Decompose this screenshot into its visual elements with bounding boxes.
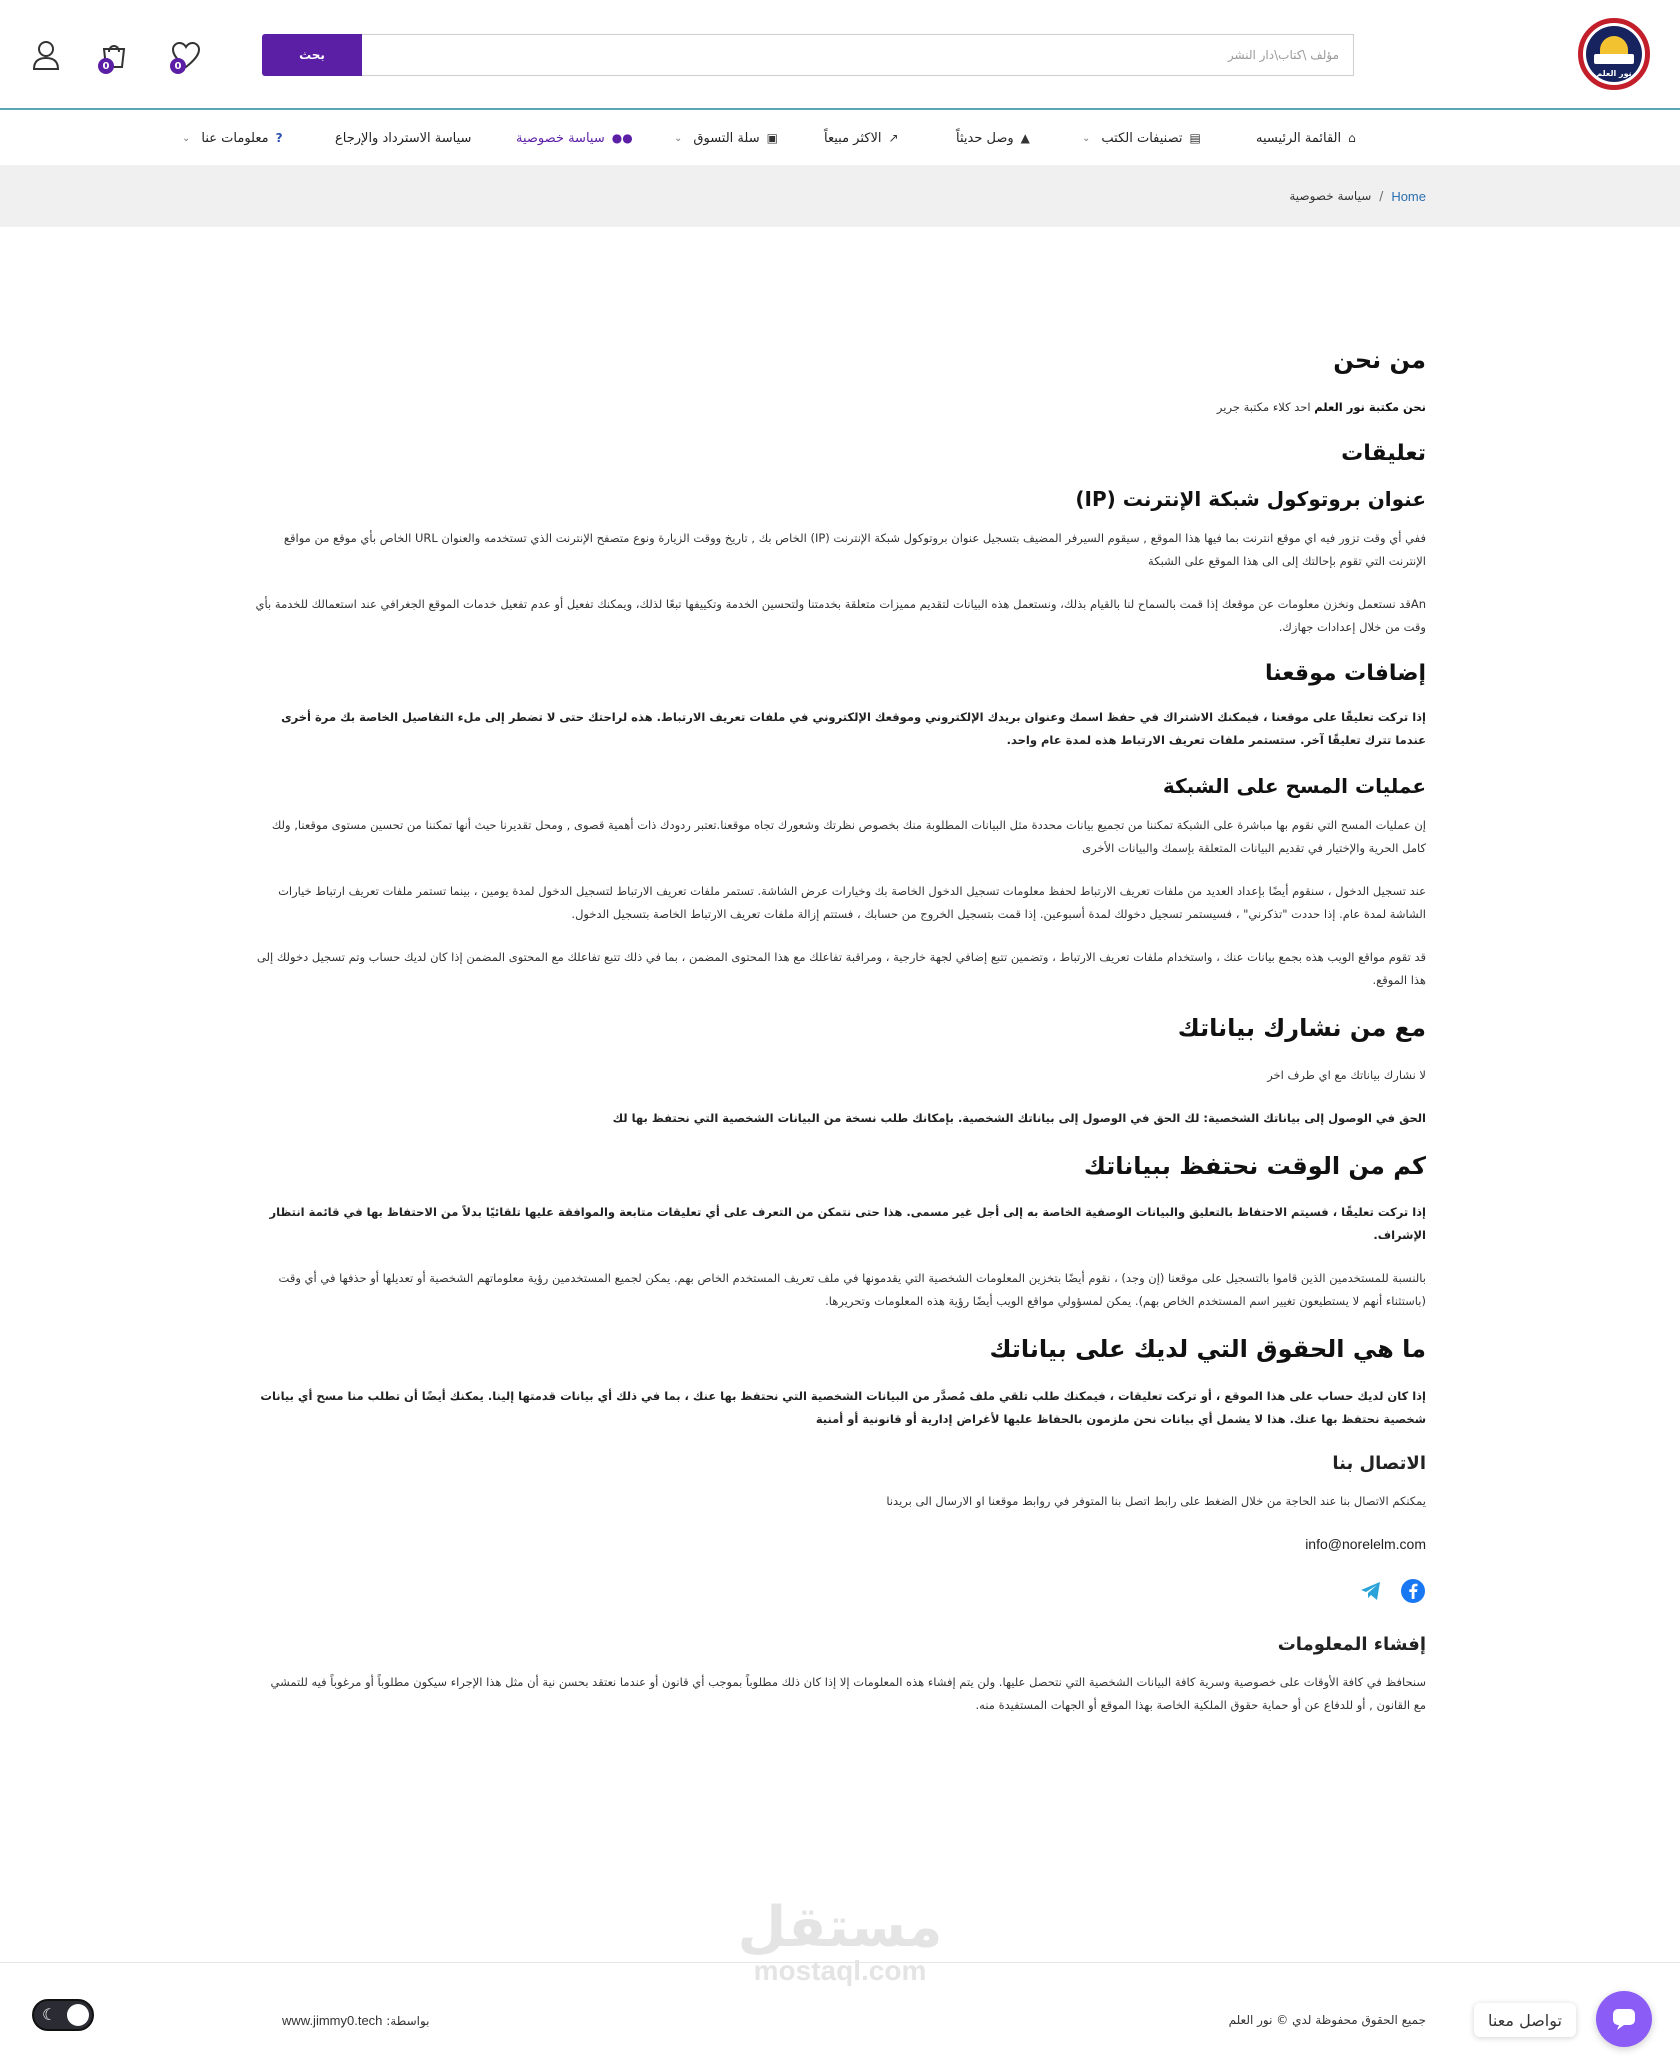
credit-text — [282, 2013, 430, 2028]
breadcrumb — [1289, 165, 1426, 227]
ip-paragraph-2: Anقد نستعمل ونخزن معلومات عن موقعك إذا قمت بالسماح لنا بالقيام بذلك، ونستعمل هذه البيانات لتقديم مميزات متعلقة بخدمتنا ولتحسين الخدمة وتكييفها تبعًا لذلك، ويمكنك تفعيل أو عدم تفعيل خدمات الموقع الجغرافي عند استعمالك للخدمة بأي وقت من خلال إعدادات جهازك. — [255, 597, 1426, 635]
chat-icon — [1611, 2007, 1637, 2031]
breadcrumb-current: سياسة خصوصية — [1289, 189, 1372, 203]
nav-item-label: الاكثر مبيعاً — [824, 130, 882, 146]
copyright-text: جميع الحقوق محفوظة لدي © نور العلم — [1228, 2013, 1426, 2027]
nav-item-label: معلومات عنا — [201, 130, 269, 146]
wishlist-button[interactable] — [168, 36, 204, 74]
ip-heading: عنوان بروتوكول شبكة الإنترنت (IP) — [1075, 487, 1426, 512]
retention-paragraph-2: بالنسبة للمستخدمين الذين قاموا بالتسجيل على موقعنا (إن وجد) ، نقوم أيضًا بتخزين المعلومات الشخصية التي يقدمونها في ملف تعريف المستخدم الخاص بهم. يمكن لجميع المستخدمين رؤية معلوماتهم الشخصية أو تعديلها أو حذفها في أي وقت (باستثناء أنهم لا يستطيعون تغيير اسم المستخدم الخاص بهم). يمكن لمسؤولي مواقع الويب أيضًا رؤية هذه المعلومات وتحريرها. — [278, 1271, 1426, 1309]
toggle-knob — [67, 2004, 89, 2026]
contact-paragraph: يمكنكم الاتصال بنا عند الحاجة من خلال الضغط على رابط اتصل بنا المتوفر في روابط موقعنا او الارسال الى بريدنا — [886, 1494, 1426, 1509]
search-button[interactable]: بحث — [262, 34, 362, 76]
about-paragraph — [255, 396, 1426, 419]
cart-icon: ▣ — [766, 131, 778, 145]
scan-paragraph-2: عند تسجيل الدخول ، سنقوم أيضًا بإعداد العديد من ملفات تعريف الارتباط لحفظ معلومات تسجيل الدخول الخاصة بك وخيارات عرض الشاشة. تستمر ملفات تعريف الارتباط لتسجيل الدخول لمدة يومين ، بينما تستمر ملفات تعريف ارتباط خيارات الشاشة لمدة عام. إذا حددت "تذكرني" ، فسيستمر تسجيل دخولك لمدة أسبوعين. إذا قمت بتسجيل الخروج من حسابك ، فستتم إزالة ملفات تعريف الارتباط الخاصة بتسجيل الدخول. — [278, 884, 1426, 922]
credit-label: بواسطة: — [386, 2014, 430, 2028]
contact-email[interactable]: info@norelelm.com — [1305, 1536, 1426, 1553]
ip-paragraph-1: ففي أي وقت تزور فيه اي موقع انترنت بما فيها هذا الموقع , سيقوم السيرفر المضيف بتسجيل عنوان بروتوكول شبكة الإنترنت (IP) الخاص بك , تاريخ ووقت الزيارة ونوع متصفح الإنترنت الذي تستخدمه والعنوان URL الخاص بأي موقع من مواقع الإنترنت التي تقوم بإحالتك إلى الى هذا الموقع على الشبكة — [283, 531, 1426, 569]
main-nav — [0, 112, 1680, 164]
moon-icon: ☾ — [42, 2005, 57, 2024]
nav-item-shopping-cart[interactable] — [674, 112, 778, 164]
nav-item-book-categories[interactable] — [1082, 112, 1201, 164]
logo-sun-shape — [1600, 36, 1628, 56]
about-paragraph-rest: احد كلاء مكتبة جرير — [1216, 399, 1315, 414]
comments-heading: تعليقات — [1341, 440, 1426, 466]
about-paragraph-bold: نحن مكتبة نور العلم — [1314, 399, 1426, 414]
dark-mode-toggle[interactable] — [32, 1999, 94, 2031]
nav-item-refund-policy[interactable] — [335, 112, 471, 164]
contact-us-label[interactable]: تواصل معنا — [1474, 2003, 1576, 2037]
telegram-link[interactable] — [1358, 1578, 1384, 1604]
disclosure-heading: إفشاء المعلومات — [1277, 1634, 1426, 1656]
cart-count-badge: 0 — [98, 58, 114, 74]
scan-paragraph-1: إن عمليات المسح التي نقوم بها مباشرة على الشبكة تمكننا من تجميع بيانات محددة مثل البيانات المطلوبة منك بخصوص نظرتك وشعورك تجاه موقعنا.تعتبر ردودك ذات أهمية قصوى , ومحل تقديرنا حيث أنها تمكننا من تحسين مستوى موقعنا, ولك كامل الحرية والإختيار في تقديم البيانات المتعلقة بإسمك والبيانات الأخرى — [271, 818, 1426, 856]
account-button[interactable] — [28, 36, 64, 74]
wishlist-count-badge: 0 — [170, 58, 186, 74]
rights-paragraph: إذا كان لديك حساب على هذا الموقع ، أو تركت تعليقات ، فيمكنك طلب تلقي ملف مُصدَّر من البيانات الشخصية التي نحتفظ بها عنك ، بما في ذلك أي بيانات قدمتها إلينا. يمكنك أيضًا أن تطلب منا مسح أي بيانات شخصية نحتفظ بها عنك. هذا لا يشمل أي بيانات نحن ملزمون بالحفاظ عليها لأغراض إدارية أو قانونية أو أمنية — [260, 1388, 1426, 1426]
site-header — [0, 0, 1680, 110]
breadcrumb-separator: / — [1379, 189, 1384, 203]
nav-item-label: تصنيفات الكتب — [1101, 130, 1183, 146]
nav-item-label: القائمة الرئيسيه — [1256, 130, 1342, 146]
about-heading: من نحن — [1333, 346, 1426, 374]
credit-site-link[interactable]: www.jimmy0.tech — [282, 2013, 383, 2028]
cart-button[interactable] — [96, 36, 132, 74]
nav-item-label: سياسة خصوصية — [516, 130, 605, 146]
scan-paragraph-3: قد تقوم مواقع الويب هذه بجمع بيانات عنك ، واستخدام ملفات تعريف الارتباط ، وتضمين تتبع إضافي لجهة خارجية ، ومراقبة تفاعلك مع هذا المحتوى المضمن ، بما في ذلك تتبع تفاعلك مع المحتوى المضمن إذا كان لديك حساب وتم تسجيل دخولك إلى هذا الموقع. — [256, 950, 1426, 988]
privacy-policy-content — [255, 330, 1426, 1737]
share-paragraph-2: الحق في الوصول إلى بياناتك الشخصية: لك الحق في الوصول إلى بياناتك الشخصية. بإمكانك طلب نسخة من البيانات الشخصية التي نحتفظ بها لك — [612, 1110, 1426, 1125]
nav-item-new-arrivals[interactable] — [956, 112, 1030, 164]
home-icon: ⌂ — [1348, 131, 1356, 145]
scan-heading: عمليات المسح على الشبكة — [1162, 774, 1426, 799]
chevron-down-icon: ⌄ — [1082, 132, 1091, 144]
facebook-link[interactable] — [1400, 1578, 1426, 1604]
chevron-down-icon: ⌄ — [674, 132, 683, 144]
bell-icon: ▲ — [1020, 131, 1030, 145]
nav-item-best-sellers[interactable] — [824, 112, 899, 164]
retention-heading: كم من الوقت نحتفظ ببياناتك — [1083, 1151, 1426, 1180]
site-logo[interactable] — [1578, 18, 1650, 90]
logo-text: نور العلم — [1596, 69, 1632, 78]
trend-icon: ↗ — [888, 131, 899, 145]
nav-item-label: وصل حديثاً — [956, 130, 1014, 146]
logo-emblem — [1586, 26, 1642, 82]
retention-paragraph-1: إذا تركت تعليقًا ، فسيتم الاحتفاظ بالتعليق والبيانات الوصفية الخاصة به إلى أجل غير مسمى. هذا حتى نتمكن من التعرف على أي تعليقات متابعة والموافقة عليها تلقائيًا بدلاً من الاحتفاظ بها في قائمة انتظار الإشراف. — [269, 1205, 1426, 1243]
contact-heading: الاتصال بنا — [1332, 1452, 1426, 1474]
users-icon: ●● — [611, 131, 633, 145]
nav-item-privacy-policy[interactable] — [516, 112, 633, 164]
additions-heading: إضافات موقعنا — [1265, 661, 1426, 687]
book-icon: ▤ — [1189, 131, 1201, 145]
chevron-down-icon: ⌄ — [182, 132, 191, 144]
social-links — [255, 1576, 1426, 1606]
question-icon: ? — [275, 131, 283, 145]
additions-paragraph: إذا تركت تعليقًا على موقعنا ، فيمكنك الاشتراك في حفظ اسمك وعنوان بريدك الإلكتروني وموقعك الإلكتروني في ملفات تعريف الارتباط. هذه لراحتك حتى لا تضطر إلى ملء التفاصيل الخاصة بك مرة أخرى عندما تترك تعليقًا آخر. ستستمر ملفات تعريف الارتباط هذه لمدة عام واحد. — [281, 710, 1426, 748]
watermark-latin: mostaql.com — [753, 1955, 927, 1986]
watermark-arabic: مستقل — [737, 1895, 943, 1960]
telegram-icon — [1360, 1581, 1382, 1601]
nav-item-about-us[interactable] — [182, 112, 283, 164]
breadcrumb-home-link[interactable]: Home — [1391, 188, 1426, 204]
search-bar — [262, 34, 1354, 76]
rights-heading: ما هي الحقوق التي لديك على بياناتك — [989, 1335, 1426, 1364]
share-heading: مع من نشارك بياناتك — [1177, 1014, 1426, 1043]
facebook-icon — [1400, 1578, 1426, 1604]
search-input[interactable] — [362, 34, 1354, 76]
breadcrumb-bar — [0, 165, 1680, 227]
logo-book-shape — [1594, 54, 1634, 64]
disclosure-paragraph: سنحافظ في كافة الأوقات على خصوصية وسرية كافة البيانات الشخصية التي نتحصل عليها. ولن يتم إفشاء هذه المعلومات إلا إذا كان ذلك مطلوباً بموجب أي قانون أو عندما نعتقد بحسن نية أن مثل هذا الإجراء سيكون مطلوباً أو مرغوباً فيه للتمشي مع القانون , أو للدفاع عن أو حماية حقوق الملكية الخاصة بهذا الموقع أو الجهات المستفيدة منه. — [270, 1675, 1426, 1713]
nav-item-label: سياسة الاسترداد والإرجاع — [335, 130, 472, 146]
share-paragraph-1: لا نشارك بياناتك مع اي طرف اخر — [1267, 1067, 1426, 1082]
nav-item-home[interactable] — [1256, 112, 1356, 164]
site-footer — [0, 1962, 1680, 2057]
chat-button[interactable] — [1596, 1991, 1652, 2047]
user-icon — [31, 39, 61, 71]
nav-item-label: سلة التسوق — [693, 130, 760, 146]
